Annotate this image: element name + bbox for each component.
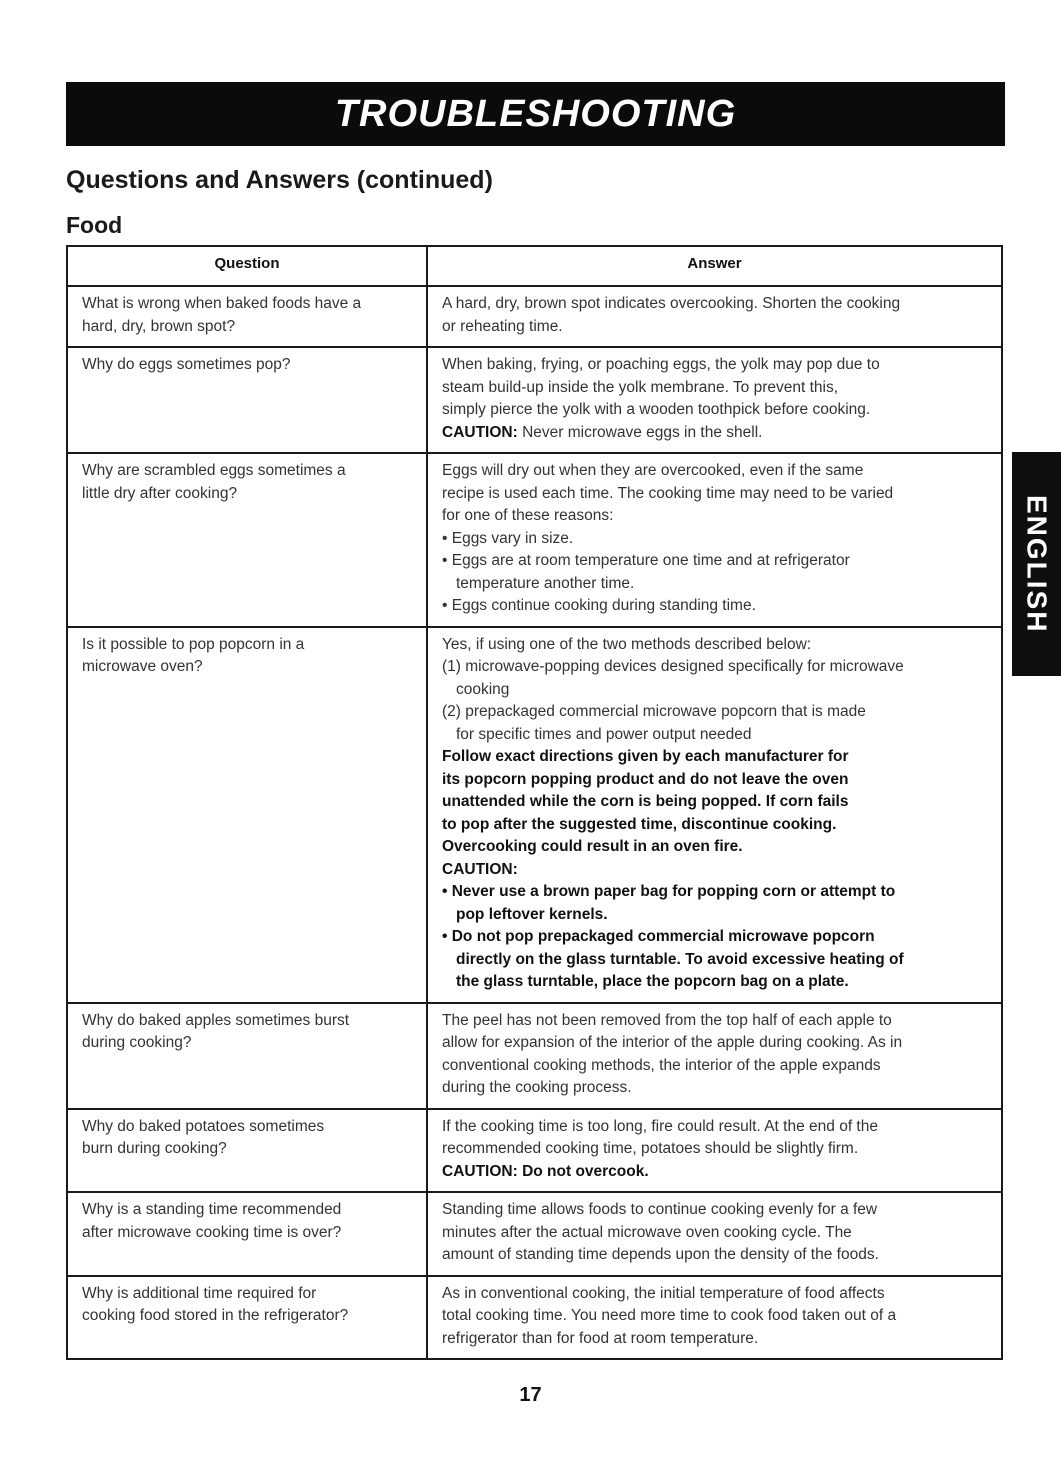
answer-line: the glass turntable, place the popcorn bag on a plate.: [456, 973, 849, 990]
table-row: [67, 453, 1002, 627]
answer-line: Follow exact directions given by each manufacturer for: [442, 748, 849, 765]
answer-line: total cooking time. You need more time to cook food taken out of a: [442, 1307, 897, 1324]
caution-label: CAUTION:: [442, 423, 518, 441]
question-cell: [67, 453, 427, 627]
answer-line: • Eggs continue cooking during standing time.: [442, 597, 756, 614]
answer-line: pop leftover kernels.: [456, 905, 608, 923]
question-line: Why do baked potatoes sometimes: [82, 1117, 325, 1135]
answer-line: If the cooking time is too long, fire could result. At the end of the: [442, 1117, 878, 1135]
answer-line: unattended while the corn is being popped. If corn fails: [442, 793, 849, 810]
answer-line: directly on the glass turntable. To avoid excessive heating of: [456, 950, 904, 968]
answer-line: for specific times and power output needed: [456, 725, 752, 743]
answer-line: • Eggs vary in size.: [442, 529, 574, 547]
column-header-question: Question: [67, 246, 427, 286]
question-line: Why do eggs sometimes pop?: [82, 356, 291, 373]
table-row: [67, 1109, 1002, 1193]
column-header-answer: Answer: [427, 246, 1002, 286]
answer-cell: [427, 627, 1002, 1003]
answer-line: Yes, if using one of the two methods described below:: [442, 635, 812, 653]
question-cell: [67, 286, 427, 347]
answer-cell: [427, 1276, 1002, 1360]
question-line: Why is additional time required for: [82, 1284, 317, 1302]
question-line: little dry after cooking?: [82, 484, 238, 502]
answer-line: to pop after the suggested time, discontinue cooking.: [442, 815, 837, 833]
answer-line: recommended cooking time, potatoes should be slightly firm.: [442, 1140, 859, 1157]
answer-line: (2) prepackaged commercial microwave popcorn that is made: [442, 703, 866, 720]
table-header-row: [67, 246, 1002, 286]
answer-line: A hard, dry, brown spot indicates overcooking. Shorten the cooking: [442, 295, 901, 312]
answer-line: • Do not pop prepackaged commercial microwave popcorn: [442, 928, 875, 945]
question-line: Why do baked apples sometimes burst: [82, 1011, 350, 1029]
answer-line: When baking, frying, or poaching eggs, the yolk may pop due to: [442, 356, 880, 373]
table-row: [67, 286, 1002, 347]
answer-line: As in conventional cooking, the initial temperature of food affects: [442, 1284, 885, 1302]
subsection-title: Food: [66, 212, 123, 238]
table-row: [67, 627, 1002, 1003]
question-line: Why is a standing time recommended: [82, 1201, 342, 1218]
question-line: hard, dry, brown spot?: [82, 317, 236, 335]
answer-line: CAUTION:: [442, 860, 518, 878]
question-cell: [67, 1192, 427, 1276]
question-line: Is it possible to pop popcorn in a: [82, 635, 305, 653]
question-line: microwave oven?: [82, 658, 203, 675]
answer-cell: [427, 1003, 1002, 1109]
answer-line: recipe is used each time. The cooking time may need to be varied: [442, 484, 894, 502]
question-line: What is wrong when baked foods have a: [82, 295, 362, 312]
question-cell: [67, 1276, 427, 1360]
section-title: Questions and Answers (continued): [66, 166, 493, 194]
answer-line: or reheating time.: [442, 317, 563, 335]
question-line: Why are scrambled eggs sometimes a: [82, 462, 346, 479]
question-cell: [67, 347, 427, 453]
answer-cell: [427, 453, 1002, 627]
answer-line: The peel has not been removed from the top half of each apple to: [442, 1011, 892, 1029]
answer-line: its popcorn popping product and do not leave the oven: [442, 770, 849, 788]
banner-title: TROUBLESHOOTING: [334, 92, 737, 135]
answer-line: CAUTION: Do not overcook.: [442, 1162, 649, 1180]
answer-line: Standing time allows foods to continue cooking evenly for a few: [442, 1201, 878, 1218]
page-number: 17: [519, 1384, 542, 1406]
answer-line: temperature another time.: [456, 574, 635, 592]
answer-line: conventional cooking methods, the interior of the apple expands: [442, 1056, 881, 1074]
answer-line: simply pierce the yolk with a wooden toothpick before cooking.: [442, 401, 871, 418]
answer-line: amount of standing time depends upon the density of the foods.: [442, 1246, 879, 1263]
answer-text: Never microwave eggs in the shell.: [517, 423, 763, 441]
qa-table-body: [67, 286, 1002, 1359]
answer-cell: [427, 1109, 1002, 1193]
answer-line: (1) microwave-popping devices designed specifically for microwave: [442, 658, 904, 675]
question-cell: [67, 1109, 427, 1193]
language-tab-label: ENGLISH: [1021, 494, 1053, 634]
question-line: burn during cooking?: [82, 1140, 227, 1157]
question-line: after microwave cooking time is over?: [82, 1223, 342, 1241]
question-cell: [67, 627, 427, 1003]
question-cell: [67, 1003, 427, 1109]
answer-line: for one of these reasons:: [442, 507, 614, 524]
answer-line: allow for expansion of the interior of the apple during cooking. As in: [442, 1034, 903, 1051]
answer-cell: [427, 1192, 1002, 1276]
answer-line: steam build-up inside the yolk membrane. To prevent this,: [442, 378, 839, 396]
answer-line: refrigerator than for food at room temperature.: [442, 1329, 759, 1347]
language-tab: [1012, 452, 1061, 676]
answer-line: Eggs will dry out when they are overcooked, even if the same: [442, 462, 864, 479]
answer-line: Overcooking could result in an oven fire.: [442, 838, 743, 855]
answer-line: cooking: [456, 680, 510, 698]
answer-line: • Eggs are at room temperature one time and at refrigerator: [442, 552, 850, 569]
qa-table: [66, 245, 1003, 1360]
table-row: [67, 1192, 1002, 1276]
answer-line: minutes after the actual microwave oven cooking cycle. The: [442, 1223, 852, 1241]
answer-line: [442, 422, 987, 445]
answer-cell: [427, 286, 1002, 347]
table-row: [67, 347, 1002, 453]
title-banner: [66, 82, 1005, 146]
answer-line: • Never use a brown paper bag for popping corn or attempt to: [442, 883, 896, 900]
question-line: cooking food stored in the refrigerator?: [82, 1307, 349, 1324]
table-row: [67, 1276, 1002, 1360]
table-row: [67, 1003, 1002, 1109]
answer-cell: [427, 347, 1002, 453]
answer-line: during the cooking process.: [442, 1079, 632, 1096]
question-line: during cooking?: [82, 1034, 192, 1051]
